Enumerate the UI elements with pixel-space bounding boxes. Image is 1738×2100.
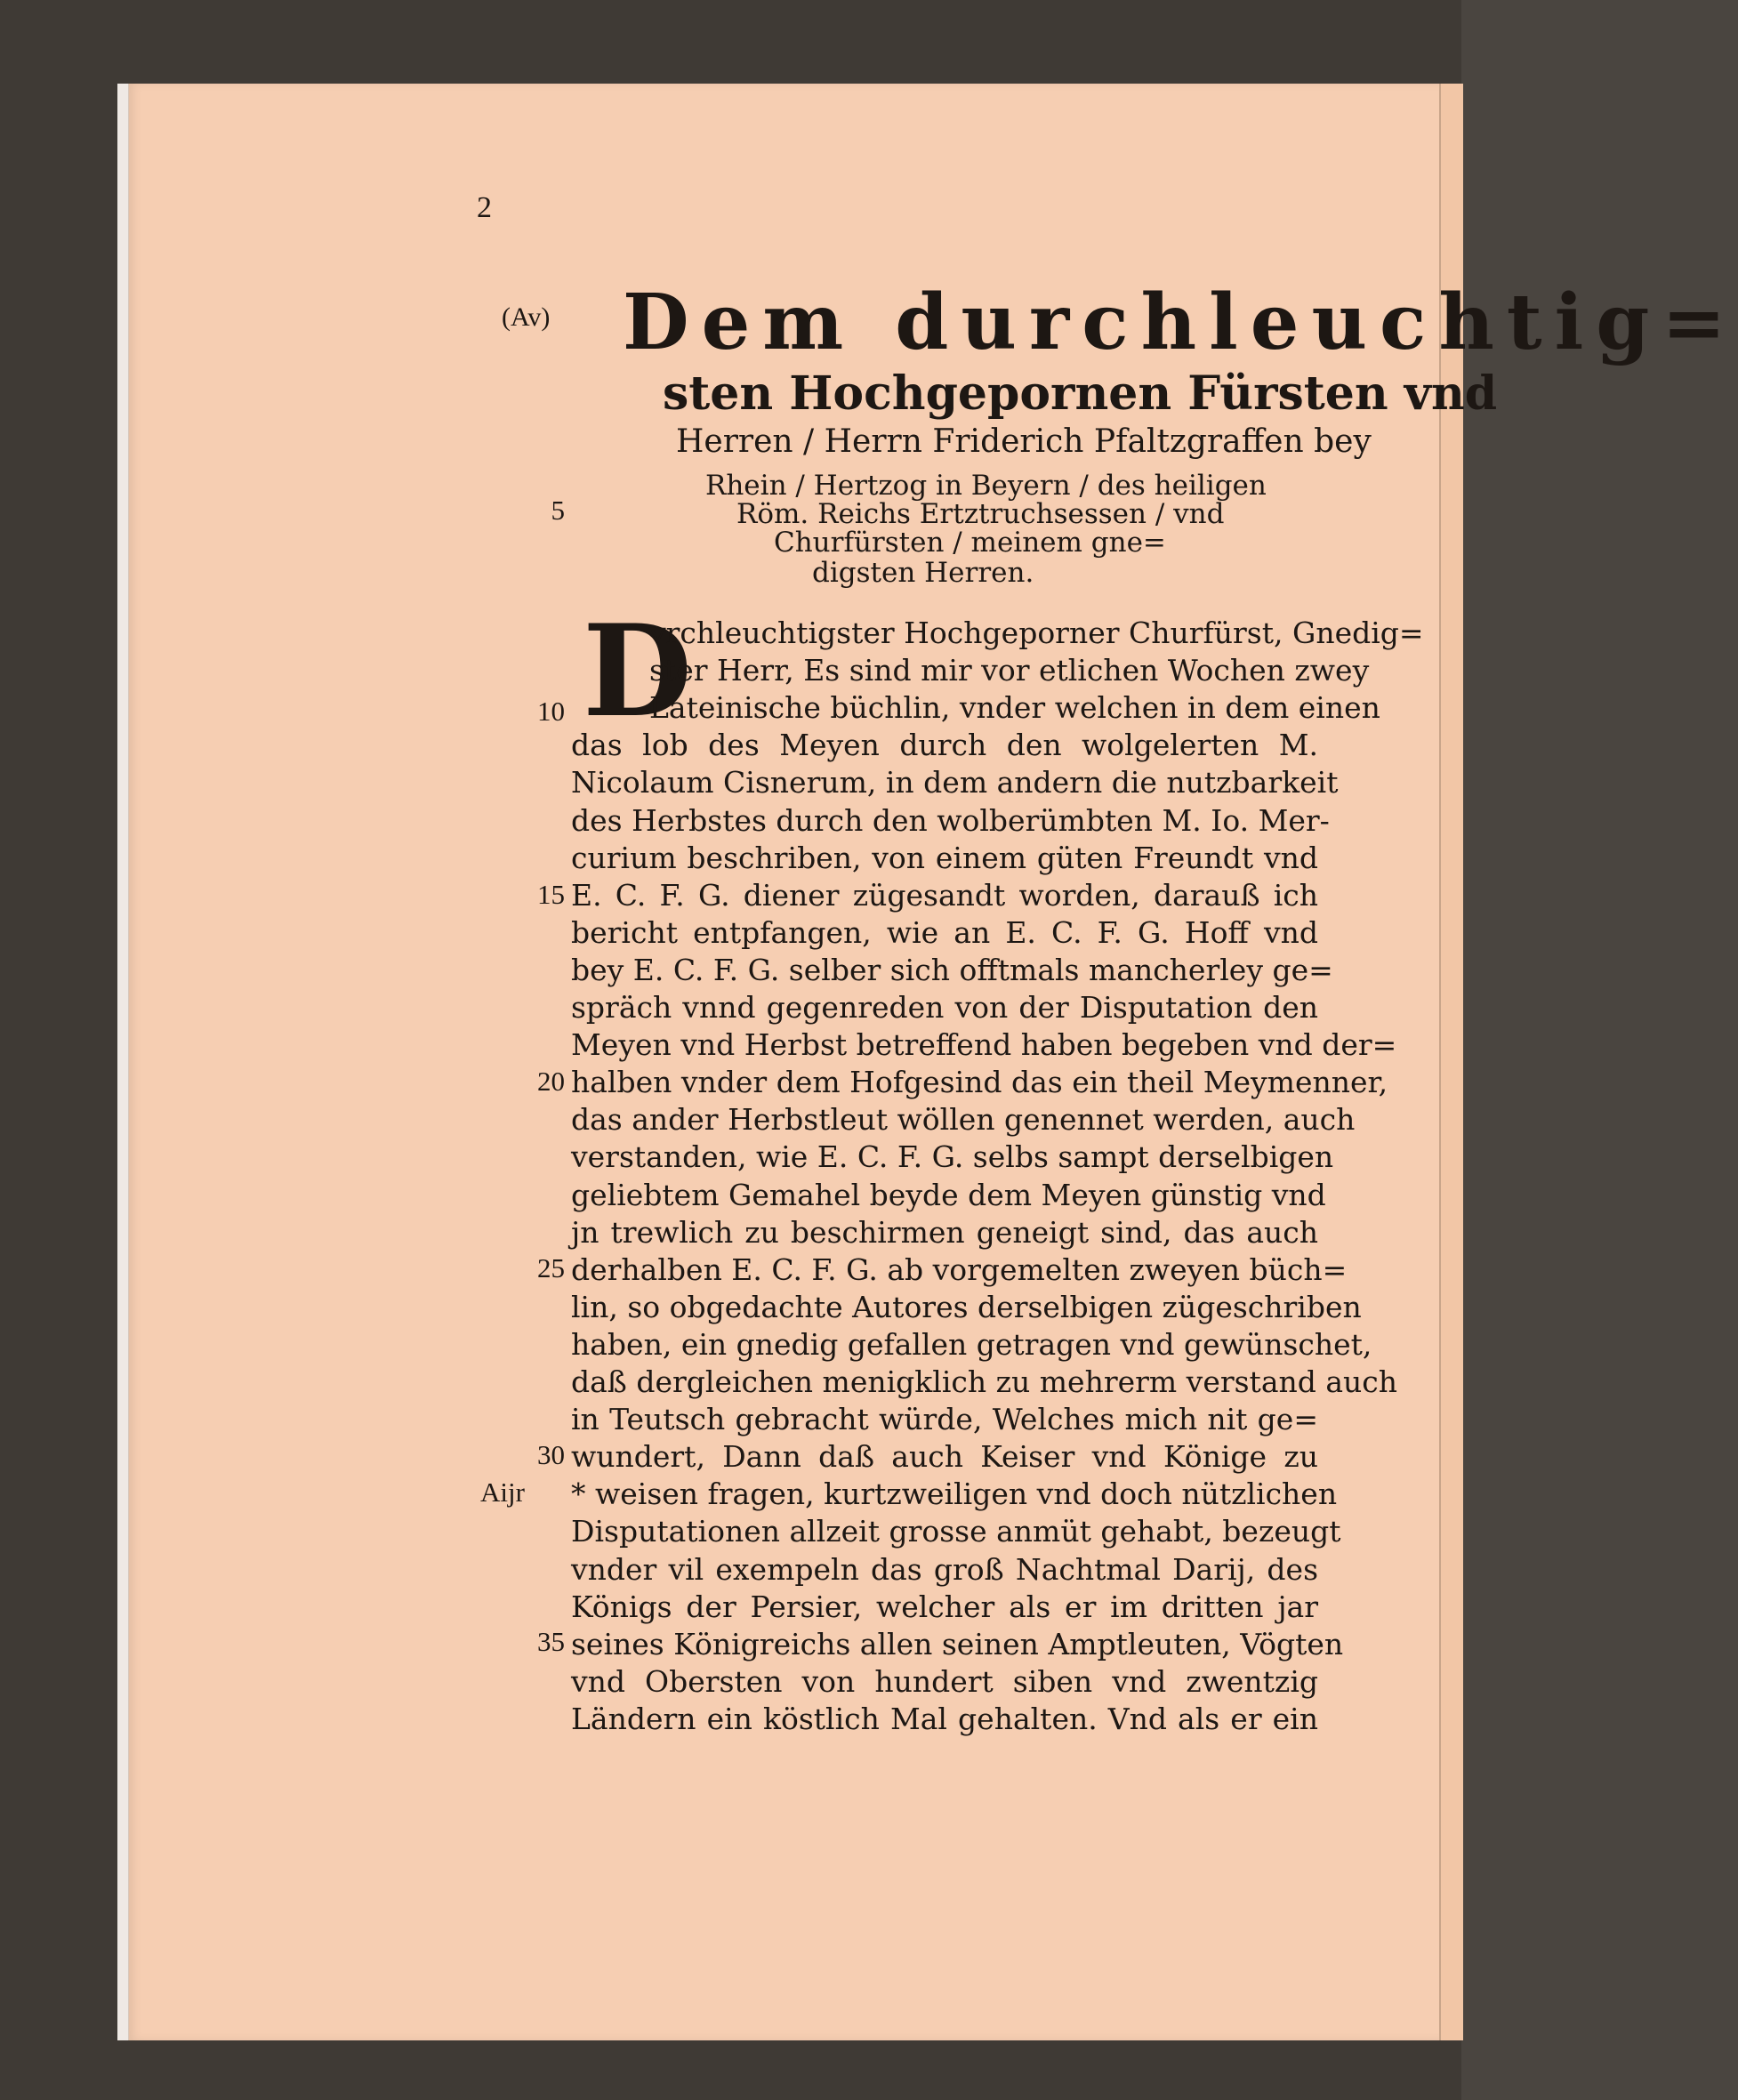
line-number-30: 30 <box>537 1439 565 1470</box>
body-line: ster Herr, Es sind mir vor etlichen Wochen zwey <box>649 653 1370 688</box>
body-line: Königs der Persier, welcher als er im dritten jar <box>571 1589 1318 1624</box>
line-number-25: 25 <box>537 1252 565 1283</box>
line-number-35: 35 <box>537 1626 565 1657</box>
body-line: geliebtem Gemahel beyde dem Meyen günstig vnd <box>571 1177 1326 1212</box>
body-line: bericht entpfangen, wie an E. C. F. G. Hoff vnd <box>571 914 1318 950</box>
side-signature: Aijr <box>480 1476 525 1508</box>
body-line: wundert, Dann daß auch Keiser vnd Könige zu <box>571 1439 1318 1475</box>
drop-capital: D <box>583 598 693 745</box>
line-number-5: 5 <box>551 495 565 526</box>
body-line: vnder vil exempeln das groß Nachtmal Darij, des <box>571 1551 1318 1587</box>
signature-mark: (Av) <box>502 302 551 332</box>
dedication-title-line-5: Röm. Reichs Ertztruchsessen / vnd <box>736 498 1225 530</box>
body-line: halben vnder dem Hofgesind das ein theil Meymenner, <box>571 1065 1388 1100</box>
body-line: Disputationen allzeit grosse anmüt gehabt, bezeugt <box>571 1514 1341 1549</box>
dedication-title-line-2: sten Hochgepornen Fürsten vnd <box>663 366 1498 421</box>
body-line: in Teutsch gebracht würde, Welches mich nit ge= <box>571 1402 1318 1437</box>
body-line: vnd Obersten von hundert siben vnd zwentzig <box>571 1663 1318 1699</box>
body-line: * weisen fragen, kurtzweiligen vnd doch nützlichen <box>571 1476 1338 1512</box>
body-line: Nicolaum Cisnerum, in dem andern die nutzbarkeit <box>571 765 1339 801</box>
page-number: 2 <box>477 191 492 224</box>
line-number-20: 20 <box>537 1066 565 1097</box>
body-line: curium beschriben, von einem güten Freundt vnd <box>571 840 1318 875</box>
body-line: lin, so obgedachte Autores derselbigen zügeschriben <box>571 1289 1362 1324</box>
body-line: E. C. F. G. diener zügesandt worden, darauß ich <box>571 877 1318 913</box>
body-line: seines Königreichs allen seinen Amptleuten, Vögten <box>571 1626 1344 1661</box>
dedication-title-line-6: Churfürsten / meinem gne= <box>774 527 1166 559</box>
body-line: das lob des Meyen durch den wolgelerten M. <box>571 728 1318 763</box>
page-edge <box>117 84 129 2040</box>
body-line: das ander Herbstleut wöllen genennet werden, auch <box>571 1102 1356 1138</box>
body-line: jn trewlich zu beschirmen geneigt sind, das auch <box>571 1214 1318 1250</box>
body-line: daß dergleichen menigklich zu mehrerm verstand auch <box>571 1364 1398 1399</box>
line-number-10: 10 <box>537 696 565 727</box>
dedication-title-line-1: Dem durchleuchtig= <box>623 278 1738 367</box>
dedication-title-line-3: Herren / Herrn Friderich Pfaltzgraffen bey <box>676 423 1372 460</box>
line-number-15: 15 <box>537 879 565 910</box>
body-line: haben, ein gnedig gefallen getragen vnd gewünschet, <box>571 1326 1372 1362</box>
body-line: Lateinische büchlin, vnder welchen in dem einen <box>649 690 1380 726</box>
body-line: derhalben E. C. F. G. ab vorgemelten zweyen büch= <box>571 1251 1348 1287</box>
body-line: des Herbstes durch den wolberümbten M. Io. Mer- <box>571 802 1330 838</box>
dedication-title-line-7: digsten Herren. <box>812 557 1034 589</box>
body-line: bey E. C. F. G. selber sich offtmals mancherley ge= <box>571 952 1333 987</box>
body-line: spräch vnnd gegenreden von der Disputation den <box>571 990 1318 1025</box>
body-line: vrchleuchtigster Hochgeporner Churfürst, Gnedig= <box>649 616 1424 650</box>
body-line: Meyen vnd Herbst betreffend haben begeben vnd der= <box>571 1027 1397 1063</box>
dedication-title-line-4: Rhein / Hertzog in Beyern / des heiligen <box>705 470 1267 502</box>
body-line: verstanden, wie E. C. F. G. selbs sampt derselbigen <box>571 1139 1334 1175</box>
body-line: Ländern ein köstlich Mal gehalten. Vnd als er ein <box>571 1701 1318 1736</box>
